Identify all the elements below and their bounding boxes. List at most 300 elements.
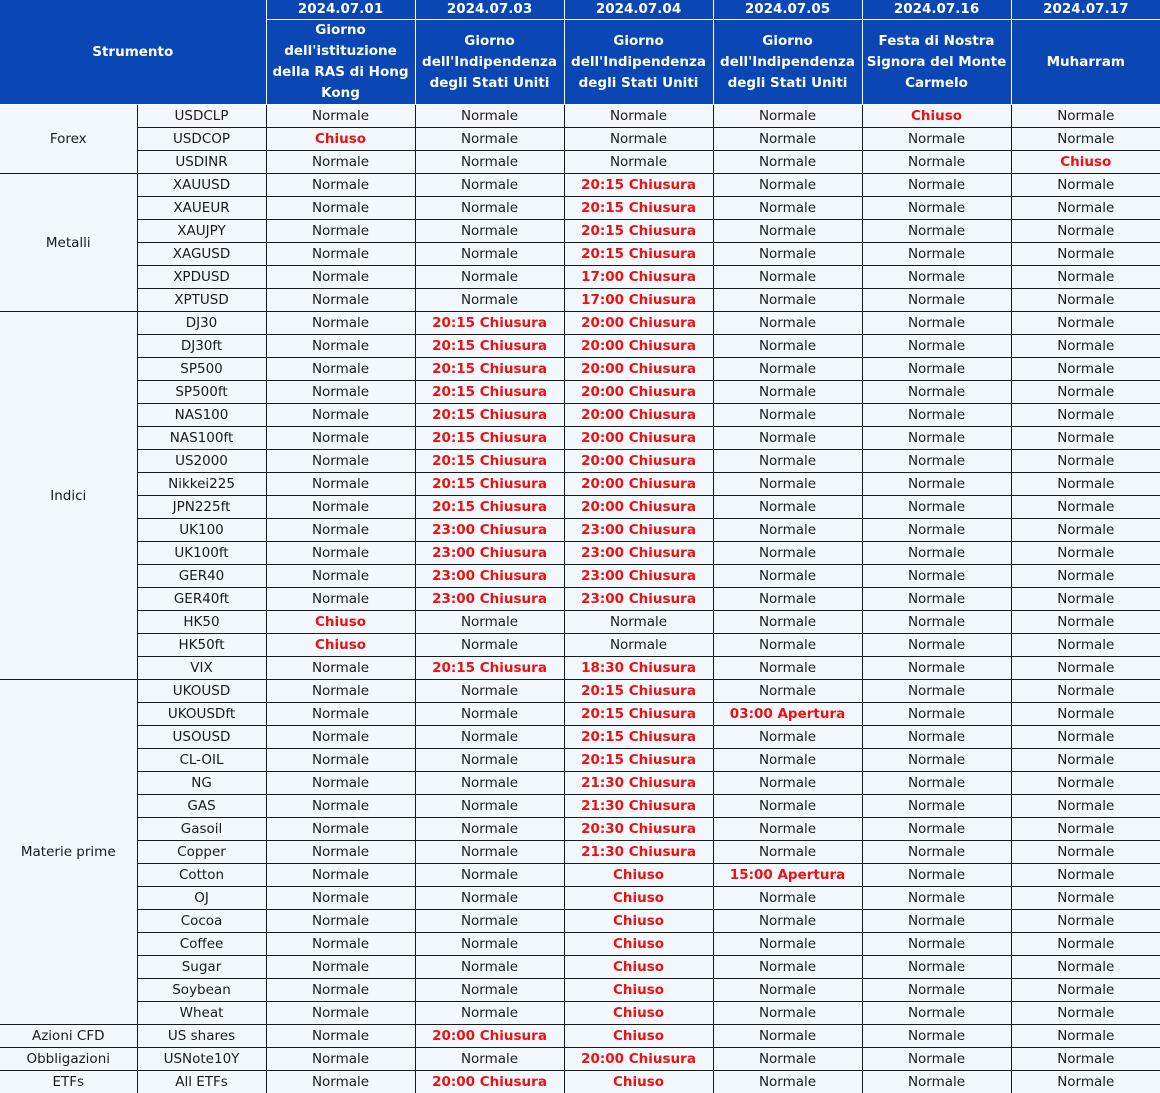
status-cell: Normale [713, 841, 862, 864]
status-cell: Normale [1011, 657, 1160, 680]
status-cell: Normale [862, 404, 1011, 427]
status-cell-alert: 23:00 Chiusura [415, 519, 564, 542]
status-cell: Normale [713, 565, 862, 588]
holiday-date-header: 2024.07.04 [564, 0, 713, 20]
status-cell-alert: 23:00 Chiusura [415, 588, 564, 611]
status-cell-alert: 21:30 Chiusura [564, 841, 713, 864]
status-cell: Normale [713, 1048, 862, 1071]
table-row [0, 841, 1160, 864]
instrument-cell: NAS100ft [137, 427, 266, 450]
status-cell-alert: Chiuso [266, 611, 415, 634]
status-cell: Normale [1011, 887, 1160, 910]
status-cell: Normale [1011, 749, 1160, 772]
status-cell: Normale [266, 887, 415, 910]
status-cell: Normale [1011, 404, 1160, 427]
category-cell: Metalli [0, 174, 137, 312]
status-cell-alert: 21:30 Chiusura [564, 772, 713, 795]
status-cell: Normale [713, 174, 862, 197]
instrument-cell: UKOUSD [137, 680, 266, 703]
table-row [0, 818, 1160, 841]
holiday-name-header: Giorno dell'Indipendenza degli Stati Uniti [415, 20, 564, 105]
table-row [0, 404, 1160, 427]
status-cell-alert: 20:15 Chiusura [415, 358, 564, 381]
table-row [0, 910, 1160, 933]
instrument-cell: UK100ft [137, 542, 266, 565]
status-cell: Normale [713, 634, 862, 657]
status-cell: Normale [266, 542, 415, 565]
status-cell-alert: 20:15 Chiusura [564, 220, 713, 243]
status-cell-alert: 23:00 Chiusura [415, 542, 564, 565]
status-cell: Normale [415, 841, 564, 864]
instrument-cell: USOUSD [137, 726, 266, 749]
status-cell: Normale [862, 703, 1011, 726]
status-cell: Normale [713, 128, 862, 151]
status-cell: Normale [415, 979, 564, 1002]
status-cell: Normale [862, 565, 1011, 588]
instrument-cell: Cocoa [137, 910, 266, 933]
table-row [0, 335, 1160, 358]
instrument-cell: US2000 [137, 450, 266, 473]
status-cell: Normale [266, 864, 415, 887]
category-cell: Forex [0, 105, 137, 174]
status-cell: Normale [862, 726, 1011, 749]
status-cell: Normale [862, 335, 1011, 358]
instrument-cell: Cotton [137, 864, 266, 887]
status-cell: Normale [564, 105, 713, 128]
status-cell: Normale [713, 657, 862, 680]
status-cell-alert: 20:15 Chiusura [415, 473, 564, 496]
status-cell-alert: 20:00 Chiusura [564, 312, 713, 335]
instrument-cell: Wheat [137, 1002, 266, 1025]
status-cell-alert: 20:00 Chiusura [564, 358, 713, 381]
status-cell-alert: Chiuso [564, 887, 713, 910]
status-cell: Normale [266, 312, 415, 335]
table-row [0, 358, 1160, 381]
status-cell: Normale [862, 220, 1011, 243]
status-cell: Normale [1011, 979, 1160, 1002]
status-cell: Normale [713, 726, 862, 749]
status-cell: Normale [415, 289, 564, 312]
status-cell: Normale [862, 1002, 1011, 1025]
status-cell: Normale [266, 703, 415, 726]
status-cell: Normale [266, 381, 415, 404]
instrument-cell: SP500 [137, 358, 266, 381]
status-cell: Normale [713, 588, 862, 611]
status-cell: Normale [862, 542, 1011, 565]
status-cell: Normale [1011, 910, 1160, 933]
status-cell-alert: 20:15 Chiusura [564, 726, 713, 749]
table-row [0, 680, 1160, 703]
status-cell: Normale [415, 726, 564, 749]
status-cell: Normale [862, 266, 1011, 289]
status-cell: Normale [266, 358, 415, 381]
status-cell: Normale [713, 404, 862, 427]
status-cell: Normale [713, 910, 862, 933]
instrument-cell: Sugar [137, 956, 266, 979]
status-cell: Normale [713, 105, 862, 128]
status-cell: Normale [713, 151, 862, 174]
status-cell: Normale [862, 841, 1011, 864]
status-cell: Normale [713, 542, 862, 565]
table-row [0, 772, 1160, 795]
status-cell: Normale [862, 1048, 1011, 1071]
status-cell: Normale [713, 1071, 862, 1093]
status-cell: Normale [862, 611, 1011, 634]
instrument-cell: VIX [137, 657, 266, 680]
status-cell-alert: Chiuso [564, 1071, 713, 1093]
status-cell: Normale [564, 128, 713, 151]
status-cell: Normale [713, 772, 862, 795]
status-cell: Normale [1011, 519, 1160, 542]
table-row [0, 795, 1160, 818]
status-cell-alert: Chiuso [564, 956, 713, 979]
instrument-cell: USDINR [137, 151, 266, 174]
status-cell: Normale [862, 772, 1011, 795]
instrument-cell: SP500ft [137, 381, 266, 404]
status-cell: Normale [415, 1048, 564, 1071]
status-cell: Normale [266, 1002, 415, 1025]
status-cell: Normale [266, 243, 415, 266]
status-cell: Normale [1011, 841, 1160, 864]
status-cell: Normale [415, 864, 564, 887]
status-cell-alert: 20:00 Chiusura [564, 450, 713, 473]
instrument-cell: HK50ft [137, 634, 266, 657]
status-cell-alert: Chiuso [1011, 151, 1160, 174]
status-cell: Normale [415, 105, 564, 128]
status-cell: Normale [862, 473, 1011, 496]
status-cell: Normale [415, 703, 564, 726]
status-cell-alert: 23:00 Chiusura [415, 565, 564, 588]
status-cell: Normale [266, 266, 415, 289]
table-row [0, 749, 1160, 772]
status-cell: Normale [266, 197, 415, 220]
status-cell-alert: 18:30 Chiusura [564, 657, 713, 680]
instrument-cell: Soybean [137, 979, 266, 1002]
status-cell: Normale [713, 749, 862, 772]
holiday-name-header: Giorno dell'Indipendenza degli Stati Uniti [713, 20, 862, 105]
instrument-cell: NAS100 [137, 404, 266, 427]
status-cell: Normale [415, 634, 564, 657]
status-cell-alert: Chiuso [564, 910, 713, 933]
table-row [0, 565, 1160, 588]
table-row [0, 427, 1160, 450]
instrument-cell: GER40ft [137, 588, 266, 611]
status-cell: Normale [1011, 128, 1160, 151]
status-cell: Normale [1011, 565, 1160, 588]
status-cell: Normale [1011, 542, 1160, 565]
instrument-cell: Nikkei225 [137, 473, 266, 496]
instrument-cell: US shares [137, 1025, 266, 1048]
table-row [0, 657, 1160, 680]
table-row [0, 1048, 1160, 1071]
status-cell-alert: Chiuso [564, 1025, 713, 1048]
status-cell: Normale [415, 887, 564, 910]
status-cell-alert: Chiuso [266, 128, 415, 151]
status-cell: Normale [415, 243, 564, 266]
status-cell: Normale [1011, 772, 1160, 795]
status-cell: Normale [1011, 105, 1160, 128]
status-cell: Normale [1011, 634, 1160, 657]
status-cell-alert: 20:00 Chiusura [564, 381, 713, 404]
status-cell: Normale [862, 174, 1011, 197]
status-cell: Normale [415, 266, 564, 289]
instrument-cell: GER40 [137, 565, 266, 588]
status-cell-alert: 17:00 Chiusura [564, 289, 713, 312]
status-cell: Normale [266, 519, 415, 542]
status-cell: Normale [1011, 450, 1160, 473]
status-cell: Normale [564, 611, 713, 634]
status-cell: Normale [862, 588, 1011, 611]
status-cell: Normale [862, 289, 1011, 312]
status-cell: Normale [415, 795, 564, 818]
status-cell: Normale [713, 1025, 862, 1048]
table-row [0, 588, 1160, 611]
status-cell: Normale [862, 979, 1011, 1002]
status-cell: Normale [266, 772, 415, 795]
status-cell: Normale [415, 680, 564, 703]
table-header [0, 0, 1160, 105]
status-cell: Normale [862, 818, 1011, 841]
status-cell: Normale [713, 933, 862, 956]
status-cell: Normale [862, 864, 1011, 887]
status-cell-alert: 20:00 Chiusura [564, 335, 713, 358]
status-cell: Normale [415, 220, 564, 243]
table-row [0, 634, 1160, 657]
status-cell-alert: 20:15 Chiusura [415, 496, 564, 519]
status-cell-alert: 15:00 Apertura [713, 864, 862, 887]
status-cell: Normale [713, 1002, 862, 1025]
status-cell: Normale [266, 1025, 415, 1048]
status-cell-alert: 21:30 Chiusura [564, 795, 713, 818]
status-cell: Normale [713, 979, 862, 1002]
status-cell-alert: 20:00 Chiusura [564, 427, 713, 450]
status-cell-alert: 20:00 Chiusura [415, 1071, 564, 1093]
holiday-date-header: 2024.07.03 [415, 0, 564, 20]
status-cell: Normale [1011, 358, 1160, 381]
table-row [0, 1025, 1160, 1048]
status-cell: Normale [1011, 588, 1160, 611]
table-row [0, 174, 1160, 197]
holiday-name-header: Festa di Nostra Signora del Monte Carmelo [862, 20, 1011, 105]
status-cell: Normale [713, 197, 862, 220]
instrument-cell: HK50 [137, 611, 266, 634]
status-cell: Normale [862, 887, 1011, 910]
status-cell: Normale [266, 910, 415, 933]
status-cell-alert: Chiuso [266, 634, 415, 657]
status-cell-alert: 20:15 Chiusura [564, 749, 713, 772]
holiday-date-header: 2024.07.01 [266, 0, 415, 20]
status-cell: Normale [713, 680, 862, 703]
holiday-date-header: 2024.07.16 [862, 0, 1011, 20]
table-row [0, 1071, 1160, 1093]
table-row [0, 105, 1160, 128]
status-cell-alert: Chiuso [564, 864, 713, 887]
status-cell: Normale [1011, 243, 1160, 266]
status-cell: Normale [564, 151, 713, 174]
status-cell-alert: 20:15 Chiusura [415, 450, 564, 473]
status-cell: Normale [713, 358, 862, 381]
table-body [0, 105, 1160, 1093]
status-cell: Normale [266, 818, 415, 841]
table-row [0, 289, 1160, 312]
status-cell-alert: 20:00 Chiusura [564, 1048, 713, 1071]
status-cell: Normale [862, 956, 1011, 979]
instrument-cell: All ETFs [137, 1071, 266, 1093]
status-cell: Normale [713, 312, 862, 335]
status-cell-alert: 20:15 Chiusura [564, 174, 713, 197]
status-cell-alert: 23:00 Chiusura [564, 588, 713, 611]
status-cell: Normale [713, 795, 862, 818]
status-cell-alert: 20:00 Chiusura [564, 496, 713, 519]
status-cell: Normale [862, 128, 1011, 151]
status-cell: Normale [1011, 427, 1160, 450]
status-cell: Normale [862, 634, 1011, 657]
status-cell: Normale [1011, 1071, 1160, 1093]
status-cell-alert: 23:00 Chiusura [564, 542, 713, 565]
status-cell-alert: 20:15 Chiusura [415, 657, 564, 680]
status-cell-alert: 20:15 Chiusura [415, 404, 564, 427]
status-cell: Normale [713, 335, 862, 358]
status-cell: Normale [1011, 703, 1160, 726]
holiday-date-header: 2024.07.05 [713, 0, 862, 20]
status-cell: Normale [713, 450, 862, 473]
status-cell: Normale [1011, 933, 1160, 956]
status-cell-alert: Chiuso [564, 933, 713, 956]
category-cell: ETFs [0, 1071, 137, 1093]
status-cell: Normale [713, 519, 862, 542]
table-row [0, 1002, 1160, 1025]
instrument-cell: GAS [137, 795, 266, 818]
status-cell: Normale [266, 657, 415, 680]
instrument-cell: Coffee [137, 933, 266, 956]
status-cell: Normale [266, 726, 415, 749]
status-cell: Normale [266, 473, 415, 496]
table-row [0, 933, 1160, 956]
status-cell: Normale [266, 979, 415, 1002]
instrument-cell: XAUUSD [137, 174, 266, 197]
status-cell-alert: 23:00 Chiusura [564, 565, 713, 588]
status-cell: Normale [415, 151, 564, 174]
status-cell: Normale [713, 473, 862, 496]
status-cell: Normale [415, 197, 564, 220]
instrument-cell: JPN225ft [137, 496, 266, 519]
table-row [0, 519, 1160, 542]
status-cell: Normale [1011, 335, 1160, 358]
instrument-cell: USNote10Y [137, 1048, 266, 1071]
status-cell: Normale [862, 1025, 1011, 1048]
table-row [0, 864, 1160, 887]
status-cell: Normale [713, 818, 862, 841]
status-cell: Normale [415, 174, 564, 197]
table-row [0, 450, 1160, 473]
status-cell: Normale [713, 381, 862, 404]
status-cell-alert: 20:15 Chiusura [564, 680, 713, 703]
table-row [0, 220, 1160, 243]
category-cell: Obbligazioni [0, 1048, 137, 1071]
status-cell: Normale [862, 450, 1011, 473]
category-cell: Materie prime [0, 680, 137, 1025]
status-cell: Normale [415, 128, 564, 151]
status-cell: Normale [862, 910, 1011, 933]
status-cell: Normale [1011, 1048, 1160, 1071]
status-cell: Normale [1011, 473, 1160, 496]
status-cell: Normale [862, 496, 1011, 519]
status-cell: Normale [1011, 220, 1160, 243]
status-cell: Normale [862, 1071, 1011, 1093]
status-cell: Normale [862, 933, 1011, 956]
status-cell-alert: Chiuso [564, 979, 713, 1002]
status-cell-alert: 20:00 Chiusura [415, 1025, 564, 1048]
status-cell: Normale [266, 1071, 415, 1093]
status-cell: Normale [1011, 266, 1160, 289]
status-cell-alert: 20:00 Chiusura [564, 404, 713, 427]
instrument-cell: UK100 [137, 519, 266, 542]
status-cell: Normale [1011, 381, 1160, 404]
status-cell: Normale [415, 1002, 564, 1025]
status-cell: Normale [1011, 611, 1160, 634]
status-cell: Normale [415, 818, 564, 841]
instrument-cell: USDCOP [137, 128, 266, 151]
status-cell: Normale [1011, 197, 1160, 220]
status-cell-alert: 20:15 Chiusura [415, 427, 564, 450]
status-cell: Normale [415, 910, 564, 933]
status-cell: Normale [1011, 1025, 1160, 1048]
status-cell: Normale [415, 611, 564, 634]
status-cell: Normale [266, 1048, 415, 1071]
status-cell-alert: 20:15 Chiusura [564, 197, 713, 220]
instrument-cell: XAUJPY [137, 220, 266, 243]
status-cell: Normale [266, 220, 415, 243]
table-row [0, 979, 1160, 1002]
status-cell-alert: 20:15 Chiusura [415, 312, 564, 335]
status-cell-alert: 17:00 Chiusura [564, 266, 713, 289]
status-cell: Normale [415, 933, 564, 956]
status-cell: Normale [862, 151, 1011, 174]
status-cell: Normale [713, 611, 862, 634]
status-cell: Normale [266, 841, 415, 864]
table-row [0, 128, 1160, 151]
status-cell: Normale [266, 105, 415, 128]
status-cell: Normale [713, 956, 862, 979]
table-row [0, 473, 1160, 496]
instrument-cell: XAGUSD [137, 243, 266, 266]
status-cell: Normale [415, 956, 564, 979]
status-cell: Normale [713, 427, 862, 450]
status-cell: Normale [713, 887, 862, 910]
table-row [0, 956, 1160, 979]
status-cell: Normale [1011, 174, 1160, 197]
instrument-cell: CL-OIL [137, 749, 266, 772]
status-cell-alert: 20:15 Chiusura [415, 335, 564, 358]
status-cell: Normale [266, 588, 415, 611]
instrument-cell: Gasoil [137, 818, 266, 841]
instrument-column-header: Strumento [0, 0, 266, 105]
status-cell-alert: 03:00 Apertura [713, 703, 862, 726]
status-cell-alert: Chiuso [862, 105, 1011, 128]
status-cell-alert: 20:15 Chiusura [564, 703, 713, 726]
status-cell: Normale [266, 795, 415, 818]
status-cell-alert: 23:00 Chiusura [564, 519, 713, 542]
status-cell-alert: 20:15 Chiusura [564, 243, 713, 266]
status-cell: Normale [862, 243, 1011, 266]
status-cell-alert: 20:00 Chiusura [564, 473, 713, 496]
status-cell: Normale [713, 496, 862, 519]
table-row [0, 703, 1160, 726]
holiday-name-header: Giorno dell'Indipendenza degli Stati Uniti [564, 20, 713, 105]
status-cell: Normale [266, 404, 415, 427]
category-cell: Azioni CFD [0, 1025, 137, 1048]
table-row [0, 243, 1160, 266]
